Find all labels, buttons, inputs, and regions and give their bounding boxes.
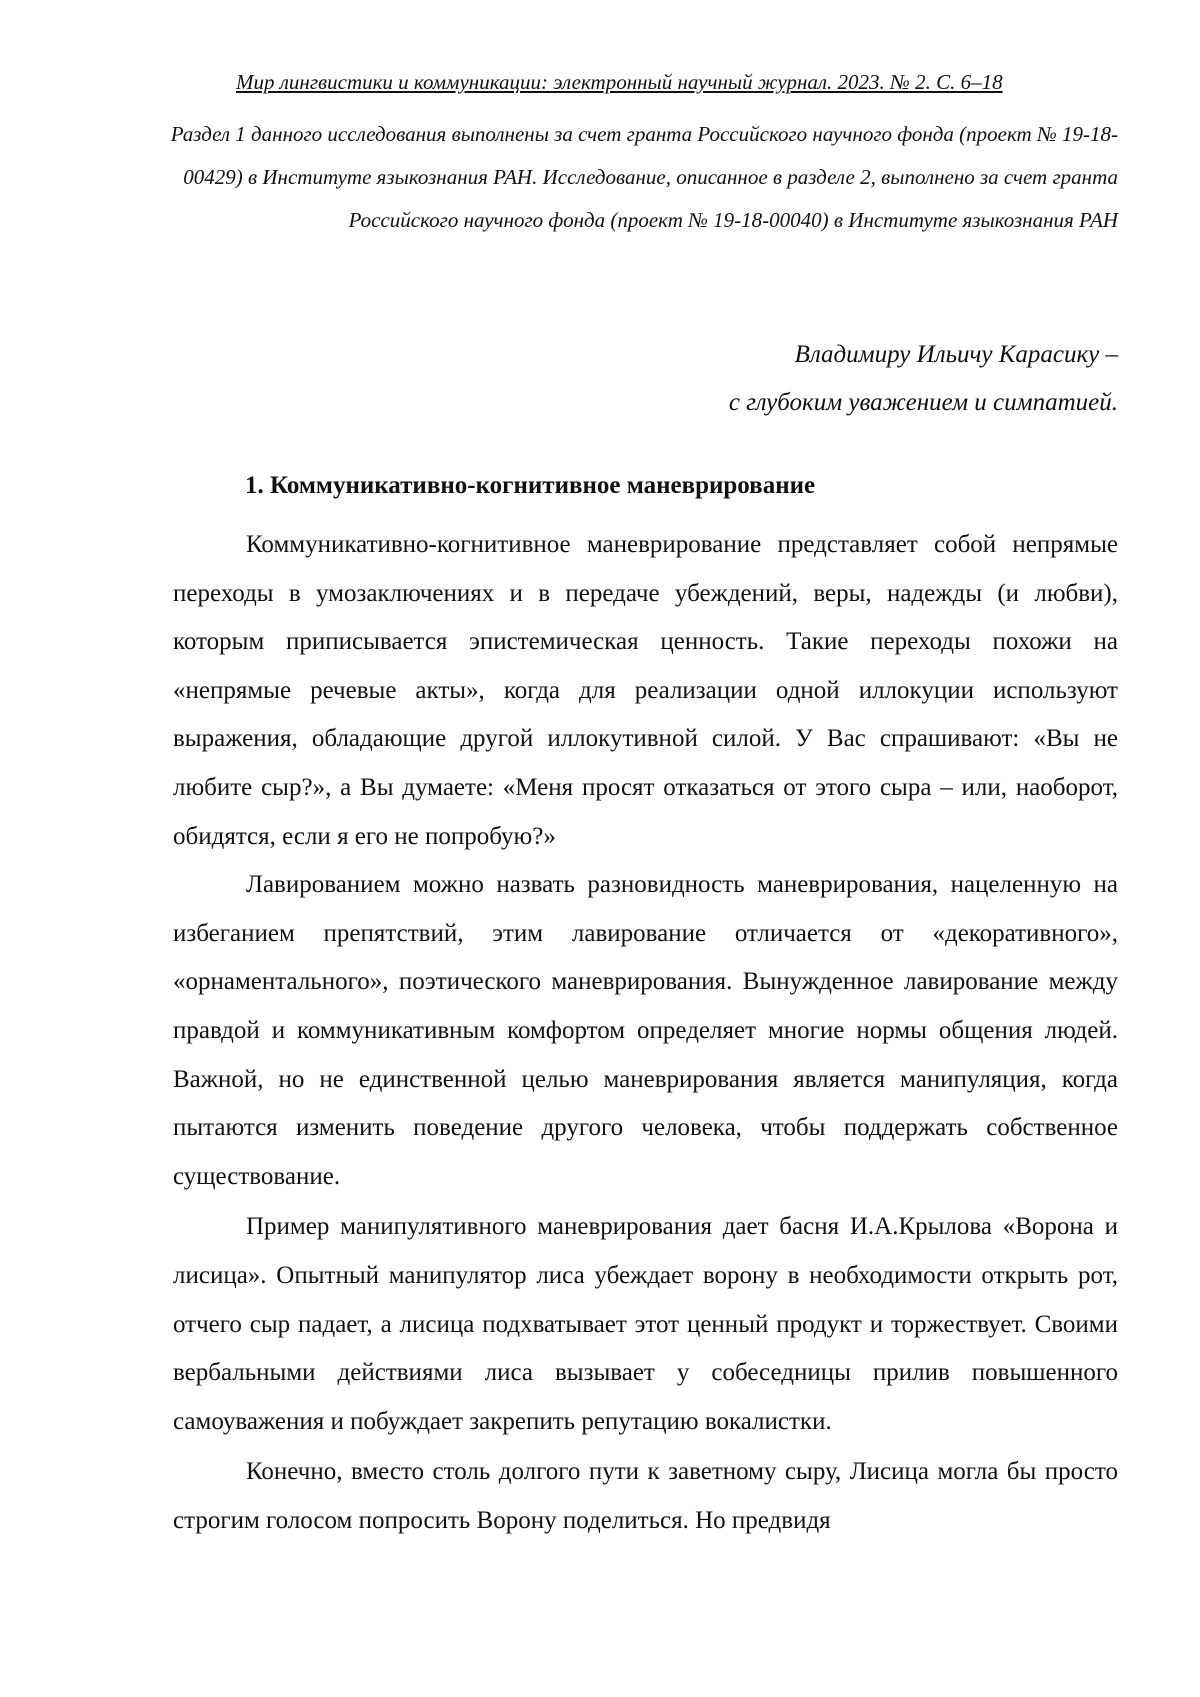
paragraph: Лавированием можно назвать разновидность маневрирования, нацеленную на избеганием препятствий, этим лавирование отличается от «декоративного», «орнаментального», поэтического маневрирования. Вынужденное лавирование между правдой и коммуникативным комфортом определяет многие нормы общения людей. Важной, но не единственной целью маневрирования является манипуляция, когда пытаются изменить поведение другого человека, чтобы поддержать собственное существование. <box>173 861 1118 1201</box>
paragraph: Пример манипулятивного маневрирования дает басня И.А.Крылова «Ворона и лисица». Опытный манипулятор лиса убеждает ворону в необходимости открыть рот, отчего сыр падает, а лисица подхватывает этот ценный продукт и торжествует. Своими вербальными действиями лиса вызывает у собеседницы прилив повышенного самоуважения и побуждает закрепить репутацию вокалистки. <box>173 1203 1118 1446</box>
dedication-line-1: Владимиру Ильичу Карасику – <box>400 331 1118 379</box>
document-page <box>0 0 1200 1697</box>
paragraph: Коммуникативно-когнитивное маневрирование представляет собой непрямые переходы в умозаключениях и в передаче убеждений, веры, надежды (и любви), которым приписывается эпистемическая ценность. Такие переходы похожи на «непрямые речевые акты», когда для реализации одной иллокуции используют выражения, обладающие другой иллокутивной силой. У Вас спрашивают: «Вы не любите сыр?», а Вы думаете: «Меня просят отказаться от этого сыра – или, наоборот, обидятся, если я его не попробую?» <box>173 521 1118 861</box>
journal-citation-header: Мир лингвистики и коммуникации: электронный научный журнал. 2023. № 2. С. 6–18 <box>236 68 1056 96</box>
dedication-line-2: с глубоким уважением и симпатией. <box>400 379 1118 427</box>
paragraph: Конечно, вместо столь долгого пути к заветному сыру, Лисица могла бы просто строгим голосом попросить Ворону поделиться. Но предвидя <box>173 1448 1118 1545</box>
section-body <box>173 521 1118 1545</box>
section-heading: 1. Коммуникативно-когнитивное маневрирование <box>245 470 1125 502</box>
funding-acknowledgement: Раздел 1 данного исследования выполнены за счет гранта Российского научного фонда (проект № 19-18-00429) в Институте языкознания РАН. Исследование, описанное в разделе 2, выполнено за счет гранта Российского научного фонда (проект № 19-18-00040) в Институте языкознания РАН <box>160 113 1118 242</box>
dedication <box>400 331 1118 427</box>
